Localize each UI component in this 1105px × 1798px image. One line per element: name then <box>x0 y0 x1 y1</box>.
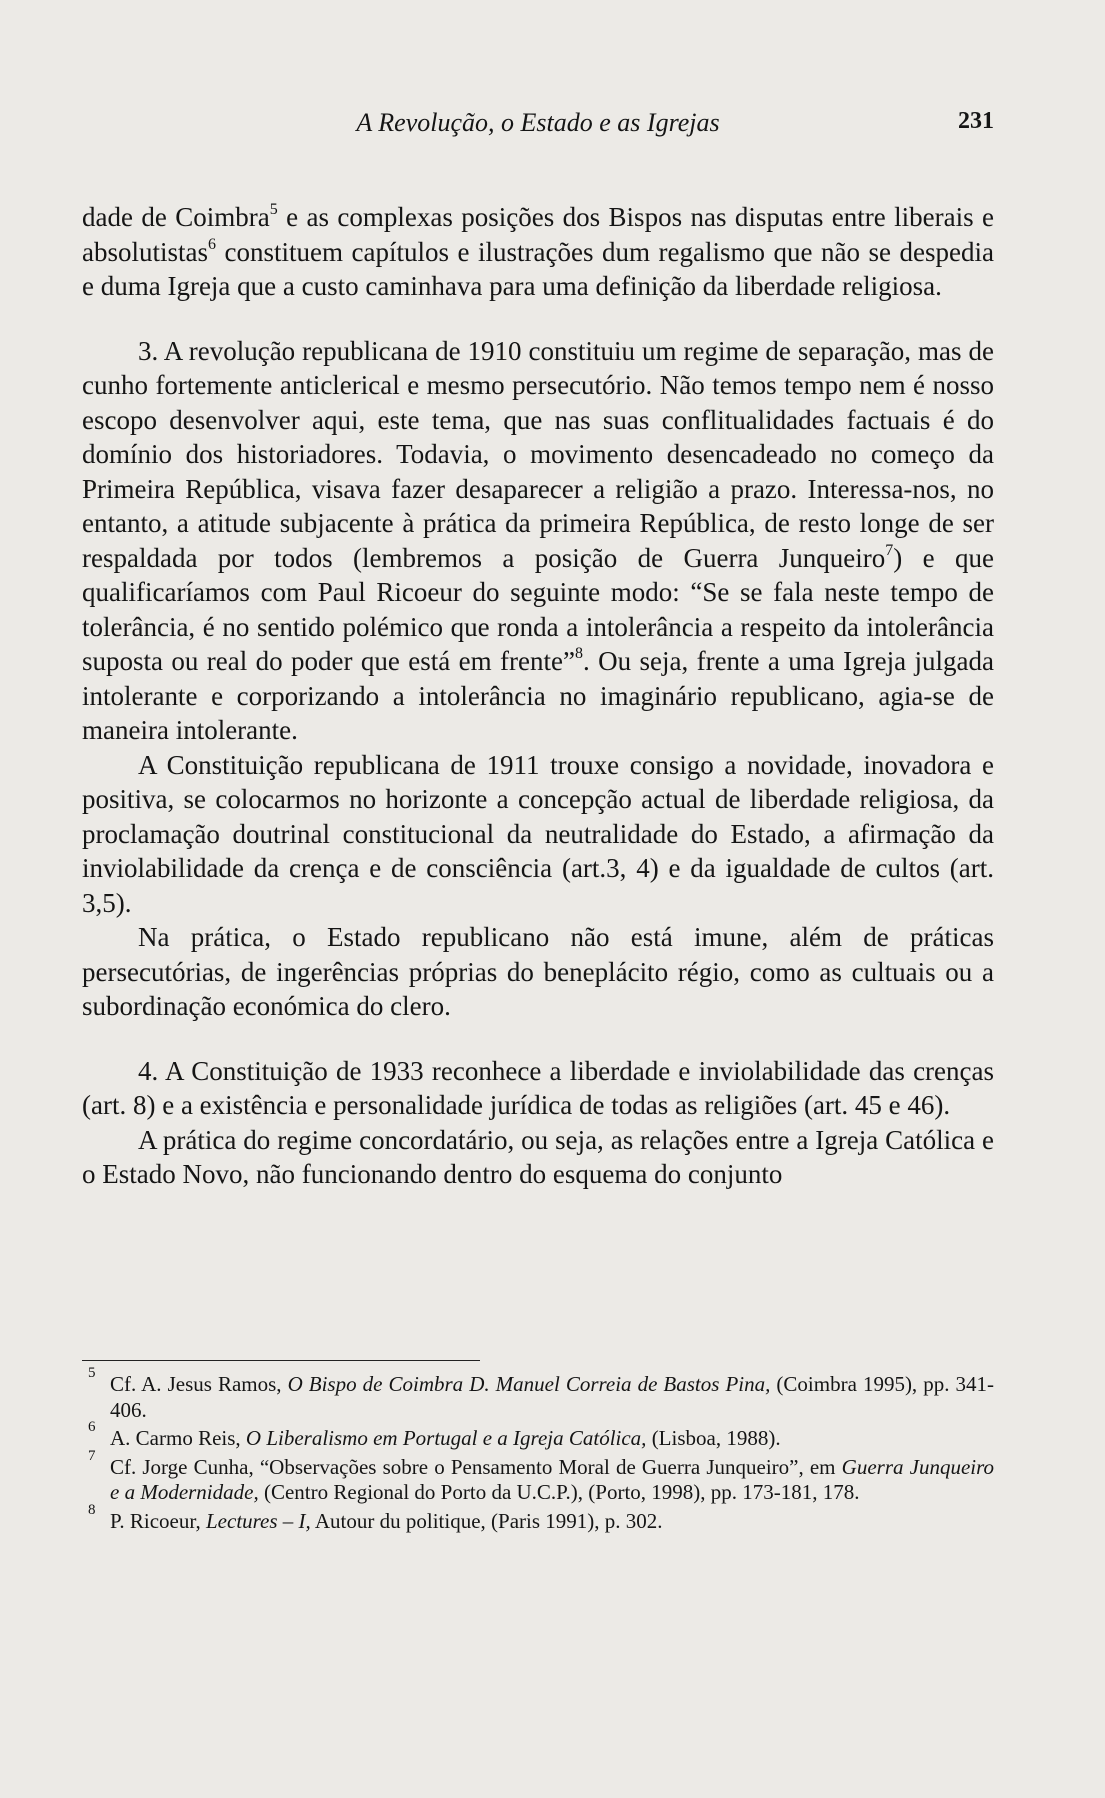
footnote-rule <box>82 1360 480 1361</box>
footnote-ref-8: 8 <box>574 645 583 662</box>
footnote-text: Autour du politique, (Paris 1991), p. 302. <box>310 1508 663 1533</box>
footnote-text: (Lisboa, 1988). <box>646 1426 781 1450</box>
p2-text-2: ) e que qualificaríamos com Paul Ricoeur do seguinte modo: “Se se fala neste tempo de tolerância, é no sentido polémico que ronda a intolerância a respeito da intolerância suposta ou real do poder que está em frente” <box>82 542 994 676</box>
paragraph-2 <box>82 334 994 748</box>
paragraph-4: Na prática, o Estado republicano não está imune, além de práticas persecutórias, de ingerências próprias do beneplácito régio, como as cultuais ou a subordinação económica do clero. <box>82 922 994 1021</box>
footnote-ref-6: 6 <box>208 235 216 253</box>
footnote-ref-7: 7 <box>885 541 894 559</box>
footnote-text: (Centro Regional do Porto da U.C.P.), (Porto, 1998), pp. 173-181, 178. <box>258 1480 860 1504</box>
page-number: 231 <box>958 108 994 134</box>
p2-text-1: 3. A revolução republicana de 1910 constituiu um regime de separação, mas de cunho fortemente anticlerical e mesmo persecutório. Não temos tempo nem é nosso escopo desenvolver aqui, este tema, que nas suas conflitualidades factuais é do domínio dos historiadores. Todavia, o movimento desencadeado no começo da Primeira República, visava fazer desaparecer a religião a prazo. Interessa-nos, no entanto, a atitude subjacente à prática da primeira República, de resto longe de ser respaldada por todos (lembremos a posição de Guerra Junqueiro <box>82 335 994 573</box>
footnote-title: Guerra Junqueiro e a Modernidade, <box>110 1454 994 1504</box>
footnote-title: O Liberalismo em Portugal e a Igreja Católica, <box>245 1426 647 1450</box>
paragraph-1 <box>82 200 994 304</box>
footnote-title: Lectures – I, <box>206 1508 311 1533</box>
footnote-ref-5: 5 <box>269 201 278 218</box>
body-text <box>82 200 994 1192</box>
p1-text-3: constituem capítulos e ilustrações dum regalismo que não se despedia e duma Igreja que a custo caminhava para uma definição da liberdade religiosa. <box>82 236 994 301</box>
footnote-5 <box>82 1365 994 1423</box>
footnote-text: Cf. Jorge Cunha, “Observações sobre o Pensamento Moral de Guerra Junqueiro”, em <box>110 1454 842 1479</box>
paragraph-6: A prática do regime concordatário, ou seja, as relações entre a Igreja Católica e o Estado Novo, não funcionando dentro do esquema do conjunto <box>82 1124 994 1189</box>
paragraph-5: 4. A Constituição de 1933 reconhece a liberdade e inviolabilidade das crenças (art. 8) e a existência e personalidade jurídica de todas as religiões (art. 45 e 46). <box>82 1055 994 1120</box>
running-title: A Revolução, o Estado e as Igrejas <box>356 108 720 137</box>
footnote-number: 7 <box>88 1447 96 1464</box>
footnote-8 <box>82 1501 994 1535</box>
footnote-text: (Coimbra 1995), pp. 341-406. <box>110 1372 994 1422</box>
footnote-7 <box>82 1447 994 1506</box>
page-header <box>82 108 994 148</box>
paragraph-3: A Constituição republicana de 1911 trouxe consigo a novidade, inovadora e positiva, se colocarmos no horizonte a concepção actual de liberdade religiosa, da proclamação doutrinal constitucional da neutralidade do Estado, a afirmação da inviolabilidade da crença e de consciência (art.3, 4) e da igualdade de cultos (art. 3,5). <box>82 749 994 918</box>
footnote-number: 8 <box>88 1501 96 1518</box>
p1-text-2: e as complexas posições dos Bispos nas disputas entre liberais e absolutistas <box>82 202 994 267</box>
footnote-text: A. Carmo Reis, <box>110 1426 246 1450</box>
footnote-number: 6 <box>88 1419 96 1435</box>
footnote-text: Cf. A. Jesus Ramos, <box>110 1372 288 1396</box>
footnote-6 <box>82 1419 994 1452</box>
p2-text-3: . Ou seja, frente a uma Igreja julgada intolerante e corporizando a intolerância no imaginário republicano, agia-se de maneira intolerante. <box>82 646 994 745</box>
p1-text-1: dade de Coimbra <box>82 202 270 232</box>
footnotes <box>82 1365 994 1537</box>
footnote-text: P. Ricoeur, <box>110 1508 206 1533</box>
footnote-title: O Bispo de Coimbra D. Manuel Correia de Bastos Pina, <box>287 1372 771 1396</box>
footnote-number: 5 <box>88 1365 96 1381</box>
